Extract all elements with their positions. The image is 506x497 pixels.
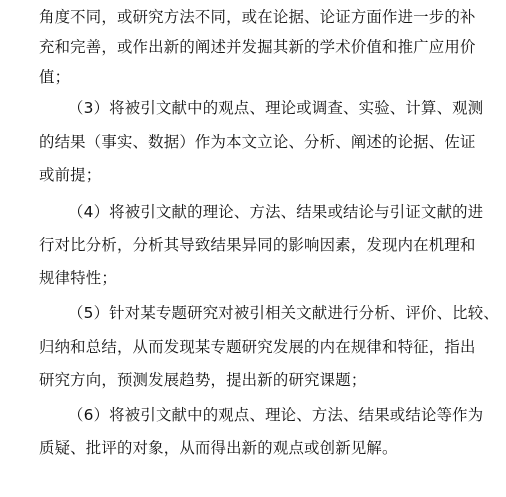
text-line: 的结果（事实、数据）作为本文立论、分析、阐述的论据、佐证 — [39, 133, 476, 151]
text-line: 充和完善，或作出新的阐述并发掘其新的学术价值和推广应用价 — [39, 38, 476, 56]
text-line: 角度不同，或研究方法不同，或在论据、论证方面作进一步的补 — [39, 8, 476, 26]
text-line: 质疑、批评的对象，从而得出新的观点或创新见解。 — [39, 439, 398, 457]
text-line: 行对比分析，分析其导致结果异同的影响因素，发现内在机理和 — [39, 236, 476, 254]
text-line: （3）将被引文献中的观点、理论或调查、实验、计算、观测 — [68, 99, 484, 117]
text-line: 值； — [39, 68, 71, 86]
text-line: （5）针对某专题研究对被引相关文献进行分析、评价、比较、 — [68, 304, 499, 322]
text-line: 或前提； — [39, 166, 102, 184]
text-line: （4）将被引文献的理论、方法、结果或结论与引证文献的进 — [68, 203, 484, 221]
text-line: （6）将被引文献中的观点、理论、方法、结果或结论等作为 — [68, 406, 484, 424]
text-line: 归纳和总结，从而发现某专题研究发展的内在规律和特征，指出 — [39, 338, 476, 356]
text-line: 研究方向，预测发展趋势，提出新的研究课题； — [39, 371, 367, 389]
text-line: 规律特性； — [39, 269, 117, 287]
